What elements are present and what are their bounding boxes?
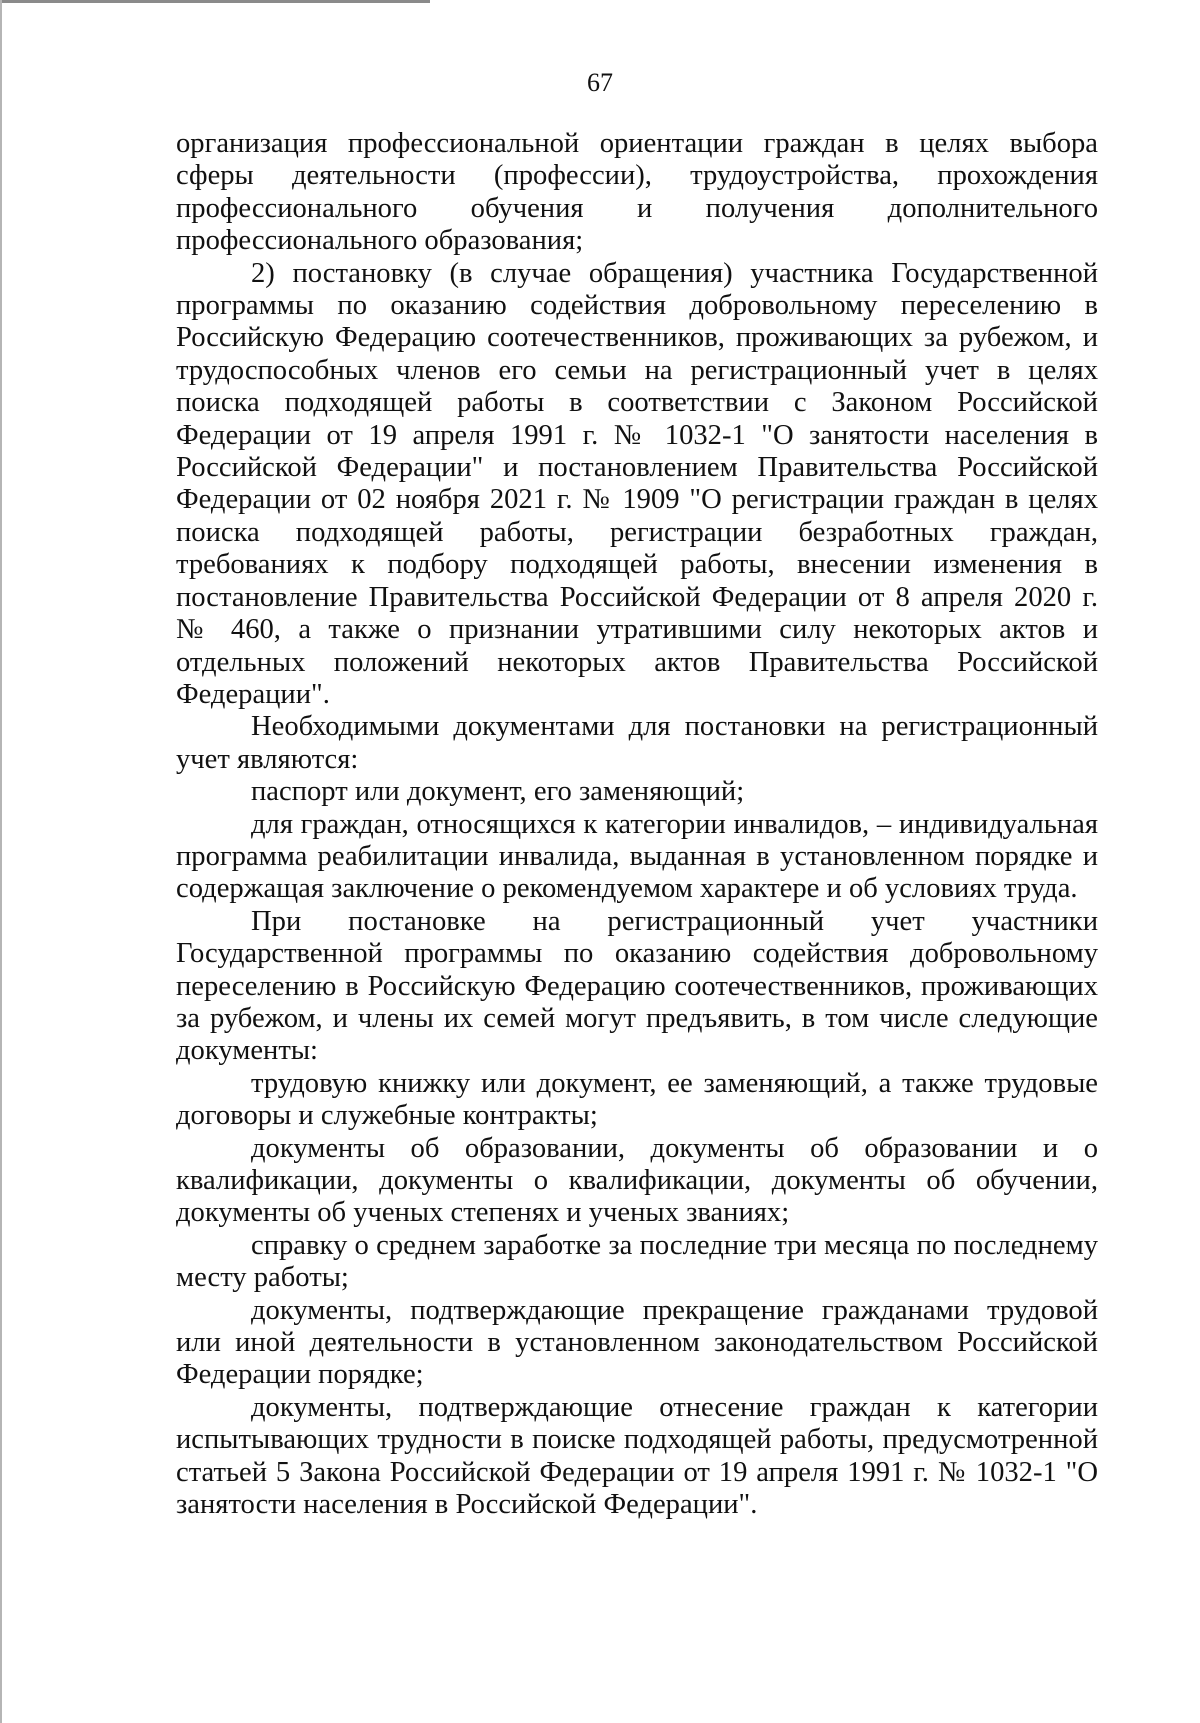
paragraph: для граждан, относящихся к категории инвалидов, – индивидуальная программа реабилитации инвалида, выданная в установленном порядке и содержащая заключение о рекомендуемом характере и об условиях труда. [176,808,1098,905]
scan-border-top [0,0,430,3]
paragraph: При постановке на регистрационный учет участники Государственной программы по оказанию содействия добровольному переселению в Российскую Федерацию соотечественников, проживающих за рубежом, и члены их семей могут предъявить, в том числе следующие документы: [176,905,1098,1067]
page-number: 67 [587,68,613,97]
paragraph: Необходимыми документами для постановки на регистрационный учет являются: [176,711,1098,775]
paragraph: справку о среднем заработке за последние три месяца по последнему месту работы; [176,1229,1098,1294]
paragraph: паспорт или документ, его заменяющий; [251,776,745,808]
document-body [176,128,1098,1521]
paragraph: документы, подтверждающие прекращение гражданами трудовой или иной деятельности в установленном законодательством Российской Федерации порядке; [176,1294,1098,1391]
paragraph: документы об образовании, документы об образовании и о квалификации, документы о квалификации, документы об обучении, документы об ученых степенях и ученых званиях; [176,1132,1098,1229]
paragraph: 2) постановку (в случае обращения) участника Государственной программы по оказанию содействия добровольному переселению в Российскую Федерацию соотечественников, проживающих за рубежом, и трудоспособных членов его семьи на регистрационный учет в целях поиска подходящей работы в соответствии с Законом Российской Федерации от 19 апреля 1991 г. № 1032-1 "О занятости населения в Российской Федерации" и постановлением Правительства Российской Федерации от 02 ноября 2021 г. № 1909 "О регистрации граждан в целях поиска подходящей работы, регистрации безработных граждан, требованиях к подбору подходящей работы, внесении изменения в постановление Правительства Российской Федерации от 8 апреля 2020 г. № 460, а также о признании утратившими силу некоторых актов и отдельных положений некоторых актов Правительства Российской Федерации". [176,257,1098,710]
paragraph: документы, подтверждающие отнесение граждан к категории испытывающих трудности в поиске подходящей работы, предусмотренной статьей 5 Закона Российской Федерации от 19 апреля 1991 г. № 1032-1 "О занятости населения в Российской Федерации". [176,1391,1098,1521]
paragraph: трудовую книжку или документ, ее заменяющий, а также трудовые договоры и служебные контракты; [176,1067,1098,1132]
scan-border-left [0,0,2,1723]
paragraph: организация профессиональной ориентации граждан в целях выбора сферы деятельности (профессии), трудоустройства, прохождения профессионального обучения и получения дополнительного профессионального образования; [176,128,1098,257]
